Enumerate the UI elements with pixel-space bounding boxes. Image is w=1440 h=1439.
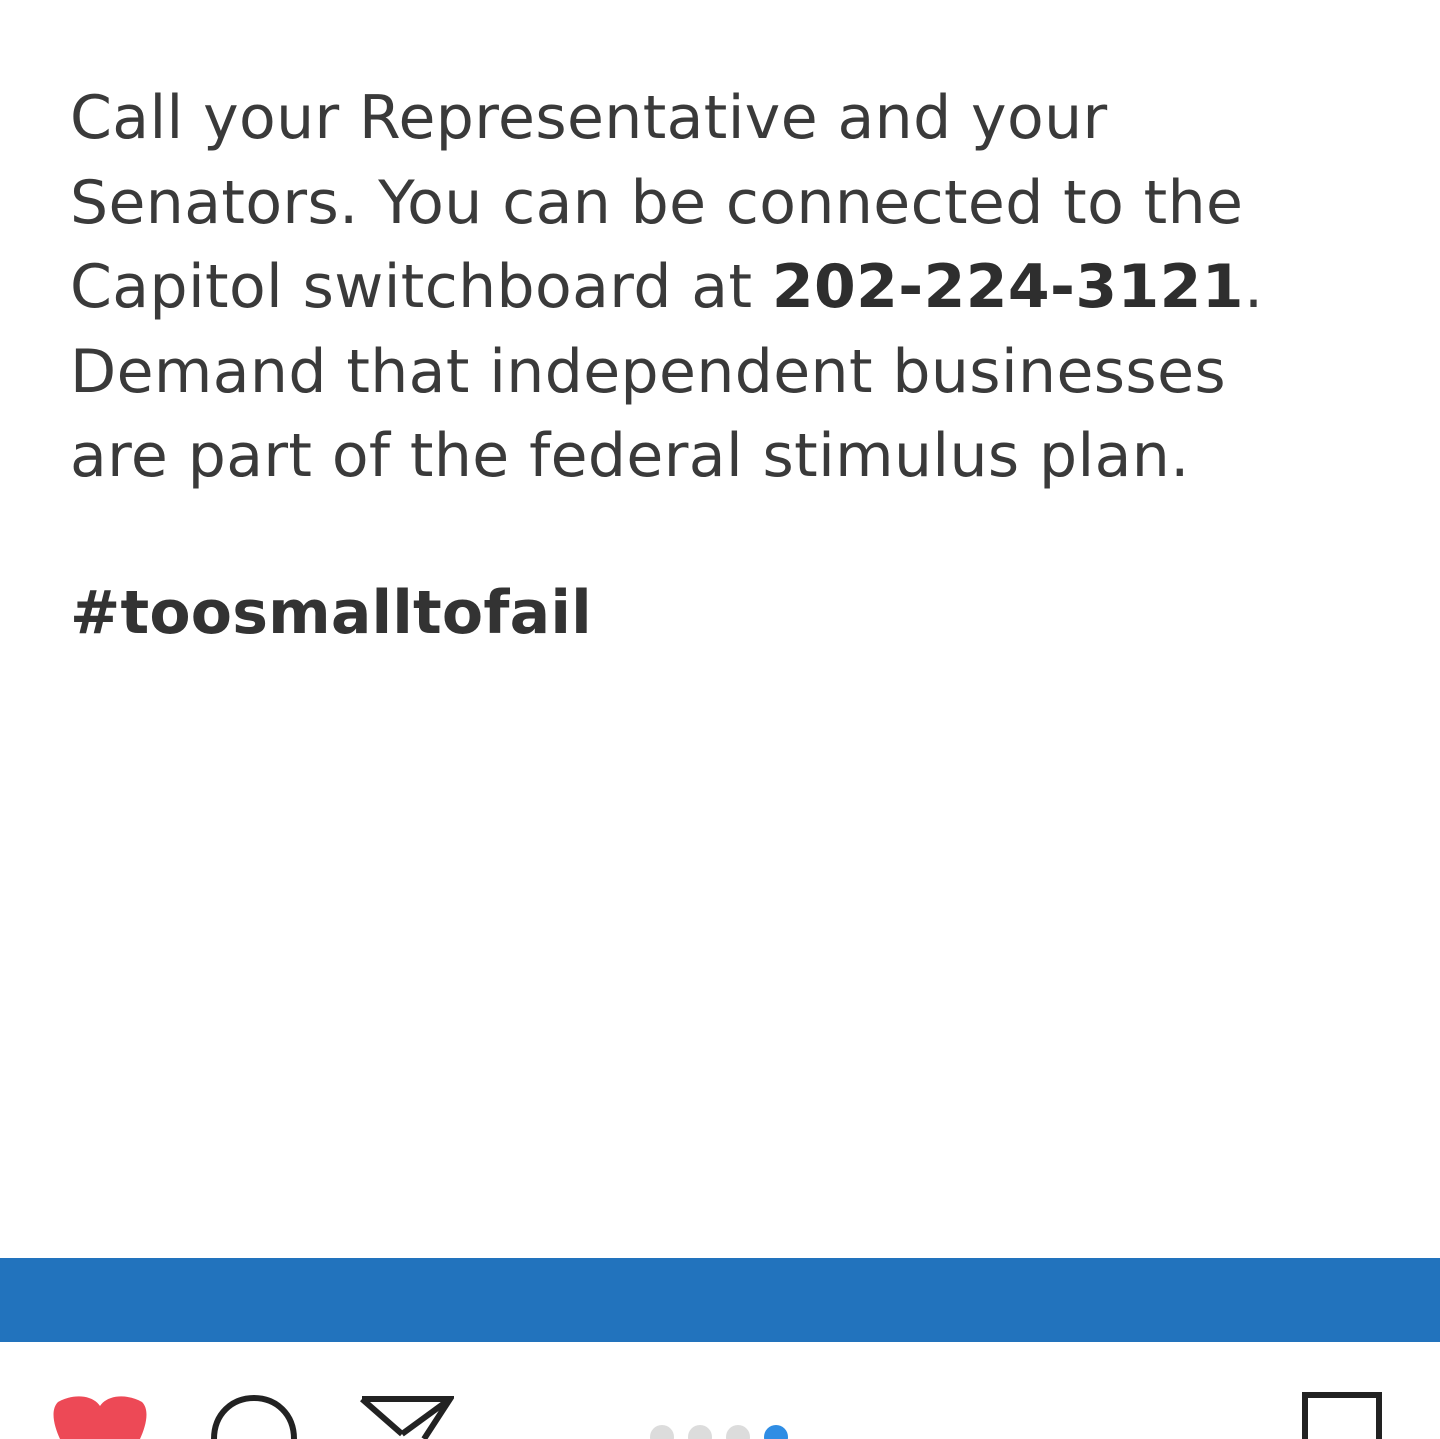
blue-banner: [0, 1258, 1440, 1342]
comment-icon[interactable]: [210, 1394, 298, 1439]
carousel-dot-active: [764, 1425, 788, 1439]
carousel-dot: [688, 1425, 712, 1439]
post-line-3-text: Capitol switchboard at: [70, 252, 772, 322]
paper-plane-icon[interactable]: [358, 1394, 454, 1439]
post-line-4: Demand that independent businesses: [70, 336, 1227, 407]
post-body-text: [70, 76, 1370, 499]
heart-icon[interactable]: [52, 1392, 148, 1439]
post-line-2: Senators. You can be connected to the: [70, 167, 1244, 238]
bookmark-icon[interactable]: [1302, 1392, 1382, 1439]
phone-suffix: .: [1243, 252, 1264, 322]
phone-number[interactable]: 202-224-3121: [771, 252, 1244, 322]
post-line-5: are part of the federal stimulus plan.: [70, 421, 1190, 491]
carousel-indicator: [650, 1425, 800, 1439]
carousel-dot: [650, 1425, 674, 1439]
carousel-dot: [726, 1425, 750, 1439]
post-line-1: Call your Representative and your: [70, 83, 1108, 153]
hashtag[interactable]: #toosmalltofail: [70, 578, 592, 648]
post-line-3: [70, 245, 1370, 330]
